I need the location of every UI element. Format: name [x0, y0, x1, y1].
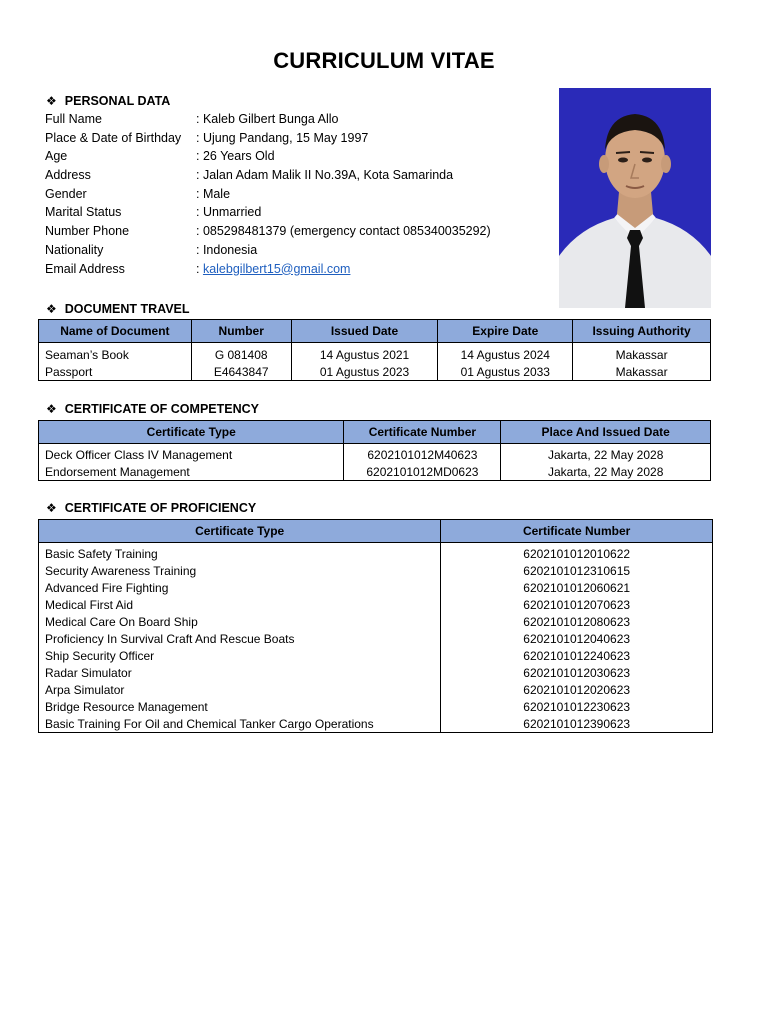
- field-label: Place & Date of Birthday: [45, 130, 182, 145]
- field-value: [196, 260, 350, 279]
- diamond-bullet-icon: ❖: [46, 402, 57, 416]
- table-row: [39, 596, 713, 613]
- personal-data-heading-text: PERSONAL DATA: [64, 94, 171, 108]
- document-travel-heading: [46, 302, 190, 316]
- diamond-bullet-icon: ❖: [46, 501, 57, 515]
- table-row: [39, 698, 713, 715]
- table-cell: 6202101012040623: [441, 630, 713, 647]
- proficiency-heading-text: CERTIFICATE OF PROFICIENCY: [64, 501, 257, 515]
- personal-row-phone: [45, 222, 491, 241]
- competency-heading: [46, 402, 259, 416]
- table-cell: 6202101012060621: [441, 579, 713, 596]
- personal-data-heading: [46, 94, 170, 108]
- table-row: [39, 463, 711, 481]
- table-header-row: [39, 421, 711, 444]
- field-value: : Ujung Pandang, 15 May 1997: [196, 130, 369, 145]
- diamond-bullet-icon: ❖: [46, 302, 57, 316]
- table-cell: Endorsement Management: [39, 463, 344, 481]
- table-cell: G 081408: [191, 343, 291, 364]
- field-label: Nationality: [45, 242, 104, 257]
- table-cell: Jakarta, 22 May 2028: [501, 444, 711, 464]
- table-cell: Medical First Aid: [39, 596, 441, 613]
- column-header: Issuing Authority: [573, 320, 711, 343]
- personal-row-gender: [45, 185, 491, 204]
- document-travel-table: [38, 319, 711, 381]
- competency-heading-text: CERTIFICATE OF COMPETENCY: [64, 402, 259, 416]
- column-header: Expire Date: [438, 320, 573, 343]
- table-header-row: [39, 520, 713, 543]
- field-value: : 085298481379 (emergency contact 085340035292): [196, 224, 491, 239]
- table-cell: Medical Care On Board Ship: [39, 613, 441, 630]
- table-row: [39, 681, 713, 698]
- table-cell: 6202101012MD0623: [344, 463, 501, 481]
- table-cell: Seaman’s Book: [39, 343, 192, 364]
- column-header: Certificate Number: [344, 421, 501, 444]
- personal-row-full-name: [45, 110, 491, 129]
- document-travel-heading-text: DOCUMENT TRAVEL: [64, 302, 190, 316]
- column-header: Place And Issued Date: [501, 421, 711, 444]
- personal-row-age: [45, 147, 491, 166]
- table-header-row: [39, 320, 711, 343]
- table-cell: 6202101012070623: [441, 596, 713, 613]
- column-header: Certificate Type: [39, 421, 344, 444]
- table-cell: Advanced Fire Fighting: [39, 579, 441, 596]
- table-cell: Basic Safety Training: [39, 543, 441, 563]
- table-cell: Makassar: [573, 363, 711, 381]
- table-row: [39, 579, 713, 596]
- personal-row-email: [45, 260, 491, 279]
- table-cell: Basic Training For Oil and Chemical Tanker Cargo Operations: [39, 715, 441, 733]
- table-cell: Proficiency In Survival Craft And Rescue Boats: [39, 630, 441, 647]
- field-label: Marital Status: [45, 205, 122, 220]
- personal-row-marital: [45, 203, 491, 222]
- proficiency-table: [38, 519, 713, 733]
- field-value: : 26 Years Old: [196, 149, 275, 164]
- table-cell: Passport: [39, 363, 192, 381]
- personal-row-birth: [45, 129, 491, 148]
- table-cell: Deck Officer Class IV Management: [39, 444, 344, 464]
- profile-photo: [559, 88, 711, 308]
- diamond-bullet-icon: ❖: [46, 94, 57, 108]
- column-header: Name of Document: [39, 320, 192, 343]
- table-row: [39, 630, 713, 647]
- table-cell: 6202101012310615: [441, 562, 713, 579]
- table-cell: 6202101012020623: [441, 681, 713, 698]
- table-cell: 6202101012080623: [441, 613, 713, 630]
- table-row: [39, 664, 713, 681]
- table-row: [39, 613, 713, 630]
- field-value: : Jalan Adam Malik II No.39A, Kota Samarinda: [196, 168, 454, 183]
- table-row: [39, 715, 713, 733]
- field-label: Age: [45, 149, 68, 164]
- column-header: Issued Date: [291, 320, 438, 343]
- field-label: Email Address: [45, 261, 125, 276]
- field-value: : Indonesia: [196, 242, 258, 257]
- field-value: : Unmarried: [196, 205, 262, 220]
- table-row: [39, 363, 711, 381]
- table-row: [39, 647, 713, 664]
- table-cell: E4643847: [191, 363, 291, 381]
- field-label: Full Name: [45, 112, 102, 126]
- field-label: Address: [45, 168, 91, 183]
- table-cell: 6202101012390623: [441, 715, 713, 733]
- table-cell: 6202101012M40623: [344, 444, 501, 464]
- field-label: Number Phone: [45, 224, 130, 239]
- field-value: : Kaleb Gilbert Bunga Allo: [196, 112, 339, 126]
- table-cell: 6202101012010622: [441, 543, 713, 563]
- table-cell: 6202101012240623: [441, 647, 713, 664]
- table-cell: 01 Agustus 2023: [291, 363, 438, 381]
- personal-row-nationality: [45, 241, 491, 260]
- column-header: Number: [191, 320, 291, 343]
- portrait-illustration: [559, 88, 711, 308]
- table-cell: Arpa Simulator: [39, 681, 441, 698]
- personal-row-address: [45, 166, 491, 185]
- table-cell: Makassar: [573, 343, 711, 364]
- table-cell: 14 Agustus 2024: [438, 343, 573, 364]
- field-value: : Male: [196, 186, 231, 201]
- table-cell: Security Awareness Training: [39, 562, 441, 579]
- table-cell: 14 Agustus 2021: [291, 343, 438, 364]
- table-cell: 6202101012030623: [441, 664, 713, 681]
- table-row: [39, 444, 711, 464]
- column-header: Certificate Type: [39, 520, 441, 543]
- table-cell: Bridge Resource Management: [39, 698, 441, 715]
- column-header: Certificate Number: [441, 520, 713, 543]
- email-link[interactable]: kalebgilbert15@gmail.com: [202, 261, 351, 276]
- page-title: CURRICULUM VITAE: [273, 48, 495, 73]
- table-cell: 6202101012230623: [441, 698, 713, 715]
- table-cell: 01 Agustus 2033: [438, 363, 573, 381]
- personal-data-list: [45, 110, 491, 278]
- competency-table: [38, 420, 711, 481]
- table-cell: Radar Simulator: [39, 664, 441, 681]
- table-cell: Ship Security Officer: [39, 647, 441, 664]
- email-prefix: :: [196, 261, 203, 276]
- proficiency-heading: [46, 501, 256, 515]
- table-cell: Jakarta, 22 May 2028: [501, 463, 711, 481]
- table-row: [39, 562, 713, 579]
- table-row: [39, 543, 713, 563]
- table-row: [39, 343, 711, 364]
- field-label: Gender: [45, 186, 87, 201]
